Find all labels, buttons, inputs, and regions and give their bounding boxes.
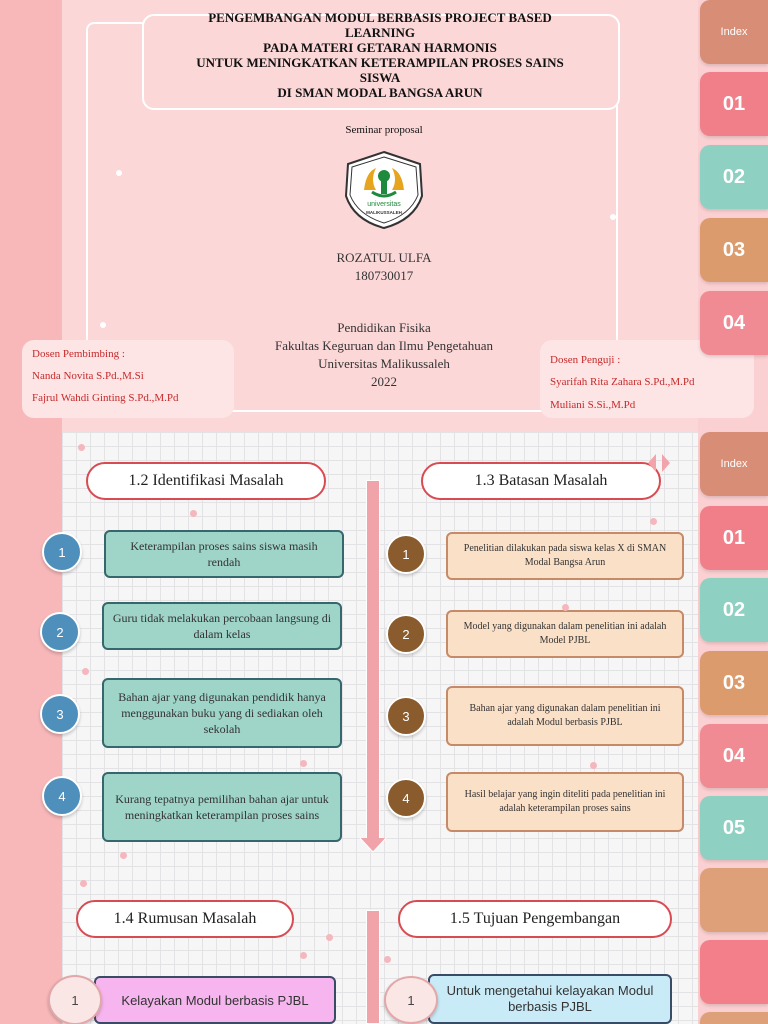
tujuan-item: Untuk mengetahui kelayakan Modul berbasis PJBL <box>428 974 672 1024</box>
title-line: SISWA <box>359 70 401 85</box>
decor-dot <box>300 760 307 767</box>
tab-02[interactable]: 02 <box>700 145 768 209</box>
decor-dot <box>610 214 616 220</box>
identifikasi-batasan-slide <box>0 432 768 866</box>
tab-blank[interactable] <box>700 868 768 932</box>
identifikasi-item: Bahan ajar yang digunakan pendidik hanya menggunakan buku yang di sediakan oleh sekolah <box>102 678 342 748</box>
divider-arrow <box>366 480 380 842</box>
tab-blank[interactable] <box>700 1012 768 1024</box>
decor-dot <box>100 322 106 328</box>
pembimbing-label: Dosen Pembimbing : <box>32 348 125 360</box>
batasan-number: 3 <box>386 696 426 736</box>
program: Pendidikan Fisika <box>337 320 431 335</box>
rumusan-heading: 1.4 Rumusan Masalah <box>76 900 294 938</box>
batasan-item: Bahan ajar yang digunakan dalam penelitian ini adalah Modul berbasis PJBL <box>446 686 684 746</box>
decor-dot <box>650 518 657 525</box>
tab-02[interactable]: 02 <box>700 578 768 642</box>
identifikasi-number: 2 <box>40 612 80 652</box>
cover-slide <box>0 0 768 432</box>
pembimbing-name: Fajrul Wahdi Ginting S.Pd.,M.Pd <box>32 392 179 404</box>
pembimbing-name: Nanda Novita S.Pd.,M.Si <box>32 370 144 382</box>
title-line: DI SMAN MODAL BANGSA ARUN <box>277 85 483 100</box>
title-line: LEARNING <box>344 25 416 40</box>
batasan-number: 2 <box>386 614 426 654</box>
tab-04[interactable]: 04 <box>700 724 768 788</box>
identifikasi-number: 1 <box>42 532 82 572</box>
year: 2022 <box>371 374 397 389</box>
decor-dot <box>590 762 597 769</box>
tab-index[interactable]: Index <box>700 0 768 64</box>
logo-subtext: MALIKUSSALEH <box>366 210 402 215</box>
tab-01[interactable]: 01 <box>700 506 768 570</box>
decor-dot <box>190 510 197 517</box>
tujuan-heading: 1.5 Tujuan Pengembangan <box>398 900 672 938</box>
author-id: 180730017 <box>354 268 414 283</box>
university-logo <box>342 150 426 230</box>
decor-dot <box>116 170 122 176</box>
university: Universitas Malikussaleh <box>318 356 450 371</box>
faculty: Fakultas Keguruan dan Ilmu Pengetahuan <box>274 338 494 353</box>
batasan-item: Model yang digunakan dalam penelitian ini adalah Model PJBL <box>446 610 684 658</box>
tujuan-number: 1 <box>384 976 438 1024</box>
penguji-name: Syarifah Rita Zahara S.Pd.,M.Pd <box>550 376 695 388</box>
batasan-number: 4 <box>386 778 426 818</box>
rumusan-item: Kelayakan Modul berbasis PJBL <box>94 976 336 1024</box>
author-name: ROZATUL ULFA <box>336 250 432 265</box>
tab-03[interactable]: 03 <box>700 218 768 282</box>
decor-dot <box>82 668 89 675</box>
identifikasi-item: Kurang tepatnya pemilihan bahan ajar untuk meningkatkan keterampilan proses sains <box>102 772 342 842</box>
decor-ribbon <box>646 452 672 474</box>
identifikasi-number: 3 <box>40 694 80 734</box>
identifikasi-heading: 1.2 Identifikasi Masalah <box>86 462 326 500</box>
divider-arrow <box>366 910 380 1024</box>
title-line: PADA MATERI GETARAN HARMONIS <box>263 40 497 55</box>
tab-blank[interactable] <box>700 940 768 1004</box>
rumusan-number: 1 <box>48 975 102 1024</box>
rumusan-tujuan-slide <box>0 866 768 1024</box>
decor-dot <box>78 444 85 451</box>
title-line: PENGEMBANGAN MODUL BERBASIS PROJECT BASED <box>208 10 552 25</box>
cover-title <box>148 10 612 100</box>
identifikasi-item: Guru tidak melakukan percobaan langsung di dalam kelas <box>102 602 342 650</box>
title-line: UNTUK MENINGKATKAN KETERAMPILAN PROSES SAINS <box>196 55 564 70</box>
decor-dot <box>384 956 391 963</box>
logo-text: universitas <box>367 201 401 208</box>
decor-dot <box>562 604 569 611</box>
batasan-item: Hasil belajar yang ingin diteliti pada penelitian ini adalah keterampilan proses sains <box>446 772 684 832</box>
decor-dot <box>80 880 87 887</box>
arrow-head <box>358 836 388 854</box>
identifikasi-item: Keterampilan proses sains siswa masih rendah <box>104 530 344 578</box>
batasan-number: 1 <box>386 534 426 574</box>
tab-index[interactable]: Index <box>700 432 768 496</box>
decor-dot <box>300 952 307 959</box>
batasan-heading: 1.3 Batasan Masalah <box>421 462 661 500</box>
penguji-name: Muliani S.Si.,M.Pd <box>550 399 636 411</box>
decor-dot <box>326 934 333 941</box>
decor-dot <box>120 852 127 859</box>
batasan-item: Penelitian dilakukan pada siswa kelas X di SMAN Modal Bangsa Arun <box>446 532 684 580</box>
tab-05[interactable]: 05 <box>700 796 768 860</box>
penguji-label: Dosen Penguji : <box>550 354 621 366</box>
subtitle: Seminar proposal <box>345 124 423 136</box>
identifikasi-number: 4 <box>42 776 82 816</box>
tab-01[interactable]: 01 <box>700 72 768 136</box>
tab-03[interactable]: 03 <box>700 651 768 715</box>
tab-04[interactable]: 04 <box>700 291 768 355</box>
